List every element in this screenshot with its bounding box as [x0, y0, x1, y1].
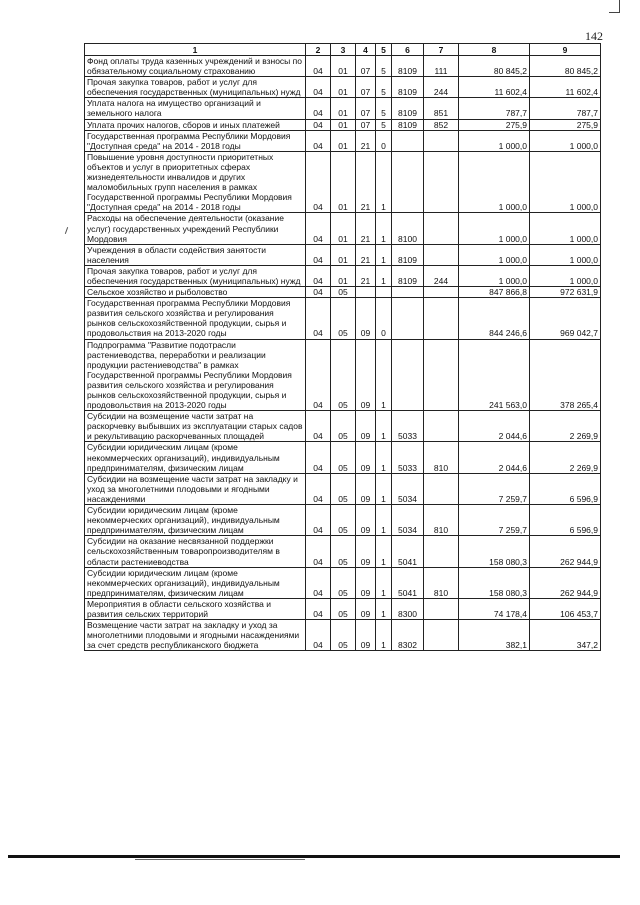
- target-code-cell: 8109: [392, 56, 424, 77]
- subprogram-code-cell: 1: [376, 442, 392, 473]
- amount-year2-cell: 347,2: [530, 620, 601, 651]
- target-code-cell: 8100: [392, 213, 424, 244]
- program-code-cell: 21: [356, 151, 376, 213]
- amount-year1-cell: 787,7: [459, 98, 530, 119]
- amount-year2-cell: 1 000,0: [530, 130, 601, 151]
- amount-year2-cell: 787,7: [530, 98, 601, 119]
- table-row: [85, 598, 601, 619]
- target-code-cell: [392, 287, 424, 298]
- expense-name-cell: Государственная программа Республики Мордовия развития сельского хозяйства и регулирования рынков сельскохозяйственной продукции, сырья и продовольствия на 2013-2020 годы: [85, 298, 306, 339]
- expense-type-cell: 111: [424, 56, 459, 77]
- subprogram-code-cell: 0: [376, 130, 392, 151]
- subsection-code-cell: 01: [331, 119, 356, 130]
- header-col-6: 6: [392, 44, 424, 56]
- amount-year2-cell: 275,9: [530, 119, 601, 130]
- amount-year1-cell: 1 000,0: [459, 265, 530, 286]
- expense-name-cell: Субсидии на возмещение части затрат на закладку и уход за многолетними плодовыми и ягодными насаждениями: [85, 473, 306, 504]
- expense-name-cell: Субсидии на возмещение части затрат на раскорчевку выбывших из эксплуатации старых садов и рекультивацию раскорчеванных площадей: [85, 411, 306, 442]
- amount-year1-cell: 2 044,6: [459, 411, 530, 442]
- target-code-cell: 5033: [392, 411, 424, 442]
- table-row: [85, 265, 601, 286]
- target-code-cell: [392, 130, 424, 151]
- section-code-cell: 04: [306, 98, 331, 119]
- amount-year2-cell: 1 000,0: [530, 151, 601, 213]
- table-row: [85, 287, 601, 298]
- expense-type-cell: 852: [424, 119, 459, 130]
- amount-year1-cell: 847 866,8: [459, 287, 530, 298]
- subsection-code-cell: 01: [331, 98, 356, 119]
- subsection-code-cell: 01: [331, 265, 356, 286]
- subsection-code-cell: 05: [331, 505, 356, 536]
- corner-crop-mark: [609, 0, 620, 13]
- program-code-cell: 07: [356, 98, 376, 119]
- expense-name-cell: Подпрограмма "Развитие подотрасли растениеводства, переработки и реализации продукции растениеводства" в рамках Государственной программы Республики Мордовия развития сельского хозяйства и регулирования рынков сельскохозяйственной продукции, сырья и продовольствия на 2013-2020 годы: [85, 339, 306, 411]
- table-row: [85, 536, 601, 567]
- program-code-cell: 07: [356, 56, 376, 77]
- subprogram-code-cell: 1: [376, 536, 392, 567]
- amount-year1-cell: 1 000,0: [459, 130, 530, 151]
- subsection-code-cell: 05: [331, 339, 356, 411]
- target-code-cell: 5041: [392, 536, 424, 567]
- program-code-cell: 21: [356, 213, 376, 244]
- subsection-code-cell: 05: [331, 442, 356, 473]
- header-col-3: 3: [331, 44, 356, 56]
- target-code-cell: 8109: [392, 119, 424, 130]
- amount-year2-cell: 106 453,7: [530, 598, 601, 619]
- amount-year1-cell: 7 259,7: [459, 505, 530, 536]
- program-code-cell: 09: [356, 567, 376, 598]
- table-row: [85, 151, 601, 213]
- subprogram-code-cell: 1: [376, 339, 392, 411]
- program-code-cell: 09: [356, 620, 376, 651]
- table-row: [85, 298, 601, 339]
- section-code-cell: 04: [306, 119, 331, 130]
- subprogram-code-cell: 5: [376, 98, 392, 119]
- target-code-cell: 8302: [392, 620, 424, 651]
- table-row: [85, 473, 601, 504]
- amount-year1-cell: 1 000,0: [459, 213, 530, 244]
- section-code-cell: 04: [306, 287, 331, 298]
- subprogram-code-cell: 1: [376, 620, 392, 651]
- margin-tick-mark: [65, 227, 68, 234]
- subprogram-code-cell: 5: [376, 56, 392, 77]
- amount-year1-cell: 158 080,3: [459, 536, 530, 567]
- table-row: [85, 119, 601, 130]
- target-code-cell: 5041: [392, 567, 424, 598]
- header-col-1: 1: [85, 44, 306, 56]
- amount-year2-cell: 11 602,4: [530, 77, 601, 98]
- program-code-cell: 07: [356, 119, 376, 130]
- program-code-cell: 07: [356, 77, 376, 98]
- subsection-code-cell: 05: [331, 473, 356, 504]
- table-header-row: [85, 44, 601, 56]
- amount-year1-cell: 844 246,6: [459, 298, 530, 339]
- target-code-cell: 8109: [392, 77, 424, 98]
- expense-name-cell: Государственная программа Республики Мордовия "Доступная среда" на 2014 - 2018 годы: [85, 130, 306, 151]
- header-col-7: 7: [424, 44, 459, 56]
- table-row: [85, 244, 601, 265]
- table-row: [85, 213, 601, 244]
- table-row: [85, 77, 601, 98]
- program-code-cell: 21: [356, 265, 376, 286]
- section-code-cell: 04: [306, 339, 331, 411]
- table-row: [85, 567, 601, 598]
- header-col-4: 4: [356, 44, 376, 56]
- footer-rule: [8, 855, 620, 858]
- section-code-cell: 04: [306, 265, 331, 286]
- table-row: [85, 442, 601, 473]
- program-code-cell: [356, 287, 376, 298]
- subprogram-code-cell: 1: [376, 598, 392, 619]
- expense-name-cell: Уплата налога на имущество организаций и земельного налога: [85, 98, 306, 119]
- expense-name-cell: Расходы на обеспечение деятельности (оказание услуг) государственных учреждений Республики Мордовия: [85, 213, 306, 244]
- expense-type-cell: [424, 151, 459, 213]
- amount-year1-cell: 74 178,4: [459, 598, 530, 619]
- program-code-cell: 09: [356, 411, 376, 442]
- footer-rule-secondary: [135, 859, 305, 860]
- expense-name-cell: Фонд оплаты труда казенных учреждений и взносы по обязательному социальному страхованию: [85, 56, 306, 77]
- program-code-cell: 21: [356, 130, 376, 151]
- expense-type-cell: [424, 473, 459, 504]
- program-code-cell: 09: [356, 505, 376, 536]
- expense-type-cell: [424, 130, 459, 151]
- expense-type-cell: [424, 213, 459, 244]
- expense-type-cell: [424, 411, 459, 442]
- expense-type-cell: [424, 598, 459, 619]
- amount-year2-cell: 262 944,9: [530, 567, 601, 598]
- budget-table: [84, 43, 601, 651]
- subsection-code-cell: 01: [331, 56, 356, 77]
- section-code-cell: 04: [306, 213, 331, 244]
- subprogram-code-cell: 1: [376, 244, 392, 265]
- subprogram-code-cell: 5: [376, 77, 392, 98]
- expense-type-cell: [424, 536, 459, 567]
- expense-name-cell: Учреждения в области содействия занятости населения: [85, 244, 306, 265]
- expense-name-cell: Мероприятия в области сельского хозяйства и развития сельских территорий: [85, 598, 306, 619]
- amount-year1-cell: 275,9: [459, 119, 530, 130]
- amount-year1-cell: 241 563,0: [459, 339, 530, 411]
- expense-type-cell: [424, 244, 459, 265]
- program-code-cell: 09: [356, 473, 376, 504]
- expense-name-cell: Субсидии юридическим лицам (кроме некоммерческих организаций), индивидуальным предпринимателям, физическим лицам: [85, 567, 306, 598]
- target-code-cell: 8300: [392, 598, 424, 619]
- section-code-cell: 04: [306, 244, 331, 265]
- subprogram-code-cell: [376, 287, 392, 298]
- section-code-cell: 04: [306, 620, 331, 651]
- target-code-cell: [392, 298, 424, 339]
- subsection-code-cell: 01: [331, 213, 356, 244]
- section-code-cell: 04: [306, 77, 331, 98]
- expense-name-cell: Субсидии юридическим лицам (кроме некоммерческих организаций), индивидуальным предпринимателям, физическим лицам: [85, 442, 306, 473]
- amount-year2-cell: 972 631,9: [530, 287, 601, 298]
- amount-year1-cell: 382,1: [459, 620, 530, 651]
- expense-name-cell: Возмещение части затрат на закладку и уход за многолетними плодовыми и ягодными насаждениями за счет средств республиканского бюджета: [85, 620, 306, 651]
- amount-year1-cell: 1 000,0: [459, 151, 530, 213]
- table-row: [85, 411, 601, 442]
- section-code-cell: 04: [306, 130, 331, 151]
- amount-year2-cell: 1 000,0: [530, 265, 601, 286]
- amount-year1-cell: 7 259,7: [459, 473, 530, 504]
- section-code-cell: 04: [306, 473, 331, 504]
- target-code-cell: [392, 151, 424, 213]
- expense-name-cell: Прочая закупка товаров, работ и услуг для обеспечения государственных (муниципальных) нужд: [85, 77, 306, 98]
- amount-year1-cell: 158 080,3: [459, 567, 530, 598]
- expense-name-cell: Прочая закупка товаров, работ и услуг для обеспечения государственных (муниципальных) нужд: [85, 265, 306, 286]
- program-code-cell: 09: [356, 598, 376, 619]
- expense-type-cell: 810: [424, 442, 459, 473]
- expense-name-cell: Субсидии на оказание несвязанной поддержки сельскохозяйственным товаропроизводителям в области растениеводства: [85, 536, 306, 567]
- header-col-8: 8: [459, 44, 530, 56]
- subsection-code-cell: 05: [331, 411, 356, 442]
- subsection-code-cell: 01: [331, 244, 356, 265]
- target-code-cell: 5034: [392, 505, 424, 536]
- amount-year1-cell: 2 044,6: [459, 442, 530, 473]
- amount-year2-cell: 2 269,9: [530, 411, 601, 442]
- amount-year2-cell: 6 596,9: [530, 505, 601, 536]
- subsection-code-cell: 01: [331, 130, 356, 151]
- subsection-code-cell: 05: [331, 567, 356, 598]
- header-col-9: 9: [530, 44, 601, 56]
- subprogram-code-cell: 1: [376, 151, 392, 213]
- subprogram-code-cell: 1: [376, 505, 392, 536]
- amount-year2-cell: 262 944,9: [530, 536, 601, 567]
- expense-type-cell: [424, 287, 459, 298]
- subsection-code-cell: 05: [331, 287, 356, 298]
- expense-type-cell: 810: [424, 505, 459, 536]
- expense-type-cell: 810: [424, 567, 459, 598]
- header-col-5: 5: [376, 44, 392, 56]
- section-code-cell: 04: [306, 56, 331, 77]
- subsection-code-cell: 05: [331, 298, 356, 339]
- amount-year2-cell: 378 265,4: [530, 339, 601, 411]
- table-row: [85, 339, 601, 411]
- subsection-code-cell: 05: [331, 620, 356, 651]
- amount-year2-cell: 1 000,0: [530, 213, 601, 244]
- amount-year1-cell: 1 000,0: [459, 244, 530, 265]
- section-code-cell: 04: [306, 298, 331, 339]
- amount-year2-cell: 80 845,2: [530, 56, 601, 77]
- section-code-cell: 04: [306, 536, 331, 567]
- subprogram-code-cell: 1: [376, 473, 392, 504]
- amount-year1-cell: 11 602,4: [459, 77, 530, 98]
- table-row: [85, 620, 601, 651]
- section-code-cell: 04: [306, 598, 331, 619]
- subsection-code-cell: 01: [331, 151, 356, 213]
- subprogram-code-cell: 1: [376, 213, 392, 244]
- expense-type-cell: 851: [424, 98, 459, 119]
- subsection-code-cell: 05: [331, 598, 356, 619]
- expense-type-cell: [424, 298, 459, 339]
- expense-name-cell: Уплата прочих налогов, сборов и иных платежей: [85, 119, 306, 130]
- section-code-cell: 04: [306, 411, 331, 442]
- subprogram-code-cell: 1: [376, 567, 392, 598]
- subsection-code-cell: 05: [331, 536, 356, 567]
- section-code-cell: 04: [306, 567, 331, 598]
- expense-name-cell: Повышение уровня доступности приоритетных объектов и услуг в приоритетных сферах жизнедеятельности инвалидов и других маломобильных групп населения в рамках Государственной программы Республики Мордовия "Доступная среда" на 2014 - 2018 годы: [85, 151, 306, 213]
- subprogram-code-cell: 5: [376, 119, 392, 130]
- target-code-cell: 5033: [392, 442, 424, 473]
- subprogram-code-cell: 1: [376, 265, 392, 286]
- table-row: [85, 505, 601, 536]
- table-body: [85, 56, 601, 651]
- amount-year2-cell: 6 596,9: [530, 473, 601, 504]
- table-row: [85, 130, 601, 151]
- amount-year2-cell: 1 000,0: [530, 244, 601, 265]
- subsection-code-cell: 01: [331, 77, 356, 98]
- expense-name-cell: Субсидии юридическим лицам (кроме некоммерческих организаций), индивидуальным предпринимателям, физическим лицам: [85, 505, 306, 536]
- program-code-cell: 21: [356, 244, 376, 265]
- table-row: [85, 98, 601, 119]
- header-col-2: 2: [306, 44, 331, 56]
- expense-type-cell: [424, 620, 459, 651]
- subprogram-code-cell: 0: [376, 298, 392, 339]
- section-code-cell: 04: [306, 505, 331, 536]
- target-code-cell: 5034: [392, 473, 424, 504]
- target-code-cell: 8109: [392, 244, 424, 265]
- amount-year2-cell: 2 269,9: [530, 442, 601, 473]
- program-code-cell: 09: [356, 536, 376, 567]
- target-code-cell: [392, 339, 424, 411]
- program-code-cell: 09: [356, 298, 376, 339]
- subprogram-code-cell: 1: [376, 411, 392, 442]
- table-row: [85, 56, 601, 77]
- expense-type-cell: 244: [424, 265, 459, 286]
- section-code-cell: 04: [306, 151, 331, 213]
- expense-type-cell: 244: [424, 77, 459, 98]
- expense-type-cell: [424, 339, 459, 411]
- target-code-cell: 8109: [392, 265, 424, 286]
- page-number: 142: [585, 29, 603, 43]
- expense-name-cell: Сельское хозяйство и рыболовство: [85, 287, 306, 298]
- amount-year1-cell: 80 845,2: [459, 56, 530, 77]
- program-code-cell: 09: [356, 339, 376, 411]
- target-code-cell: 8109: [392, 98, 424, 119]
- amount-year2-cell: 969 042,7: [530, 298, 601, 339]
- section-code-cell: 04: [306, 442, 331, 473]
- program-code-cell: 09: [356, 442, 376, 473]
